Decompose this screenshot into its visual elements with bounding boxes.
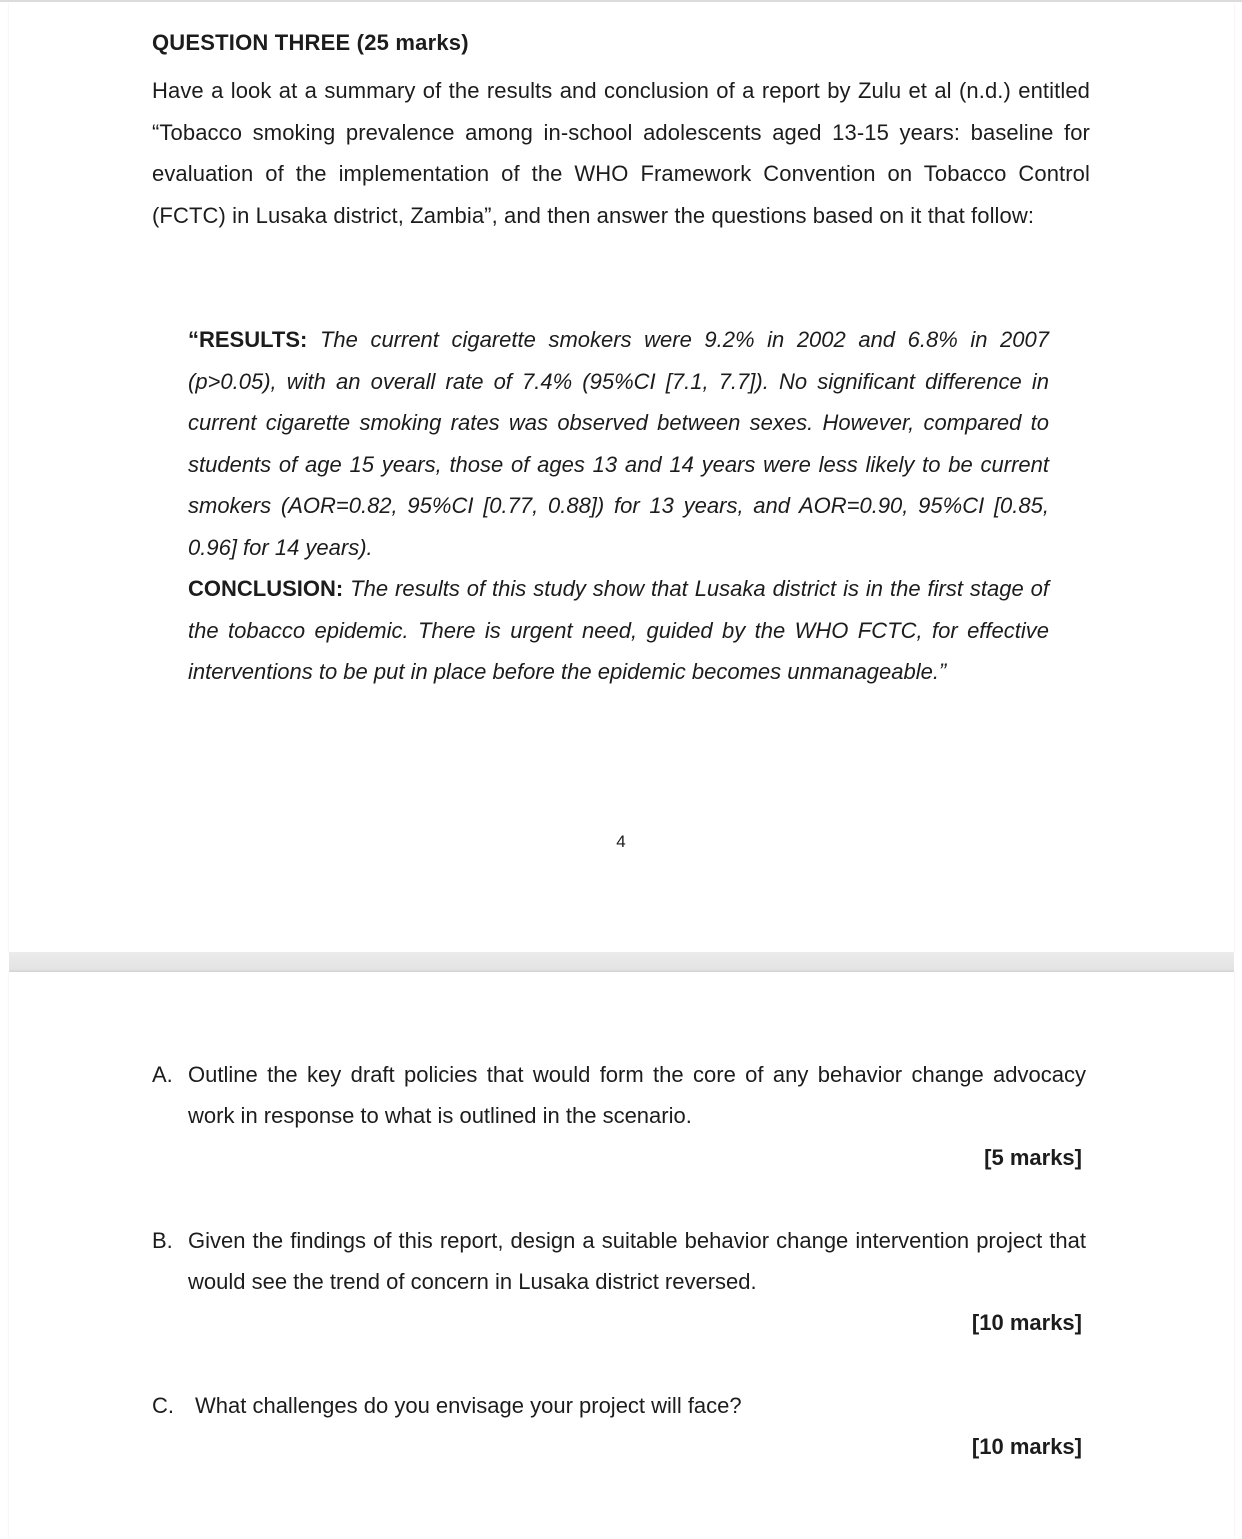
question-item-b xyxy=(152,1220,1086,1302)
page-number: 4 xyxy=(616,832,626,851)
results-text: The current cigarette smokers were 9.2% in 2002 and 6.8% in 2007 (p>0.05), with an overall rate of 7.4% (95%CI [7.1, 7.7]). No significant difference in current cigarette smoking rates was observed between sexes. However, compared to students of age 15 years, those of ages 13 and 14 years were less likely to be current smokers (AOR=0.82, 95%CI [0.77, 0.88]) for 13 years, and AOR=0.90, 95%CI [0.85, 0.96] for 14 years). xyxy=(188,327,1049,560)
report-summary-quote xyxy=(188,319,1049,693)
question-text: Outline the key draft policies that would form the core of any behavior change advocacy work in response to what is outlined in the scenario. xyxy=(188,1062,1086,1128)
question-intro-paragraph: Have a look at a summary of the results and conclusion of a report by Zulu et al (n.d.) entitled “Tobacco smoking prevalence among in-school adolescents aged 13-15 years: baseline for evaluation of the implementation of the WHO Framework Convention on Tobacco Control (FCTC) in Lusaka district, Zambia”, and then answer the questions based on it that follow: xyxy=(152,78,1090,228)
question-letter: B. xyxy=(152,1228,173,1253)
question-item-c xyxy=(152,1385,1086,1426)
page-separator xyxy=(9,952,1234,972)
question-marks-a: [5 marks] xyxy=(984,1145,1082,1170)
question-heading: QUESTION THREE (25 marks) xyxy=(152,30,469,55)
question-letter: A. xyxy=(152,1062,173,1087)
results-label: “RESULTS: xyxy=(188,327,308,352)
conclusion-text: The results of this study show that Lusaka district is in the first stage of the tobacco epidemic. There is urgent need, guided by the WHO FCTC, for effective interventions to be put in place before the epidemic becomes unmanageable.” xyxy=(188,576,1049,684)
question-text: Given the findings of this report, design a suitable behavior change intervention project that would see the trend of concern in Lusaka district reversed. xyxy=(188,1228,1086,1294)
question-item-a xyxy=(152,1054,1086,1136)
question-text: What challenges do you envisage your project will face? xyxy=(195,1393,742,1418)
conclusion-label: CONCLUSION: xyxy=(188,576,344,601)
question-marks-b: [10 marks] xyxy=(971,1310,1082,1335)
question-marks-c: [10 marks] xyxy=(971,1434,1082,1459)
question-letter: C. xyxy=(152,1393,174,1418)
